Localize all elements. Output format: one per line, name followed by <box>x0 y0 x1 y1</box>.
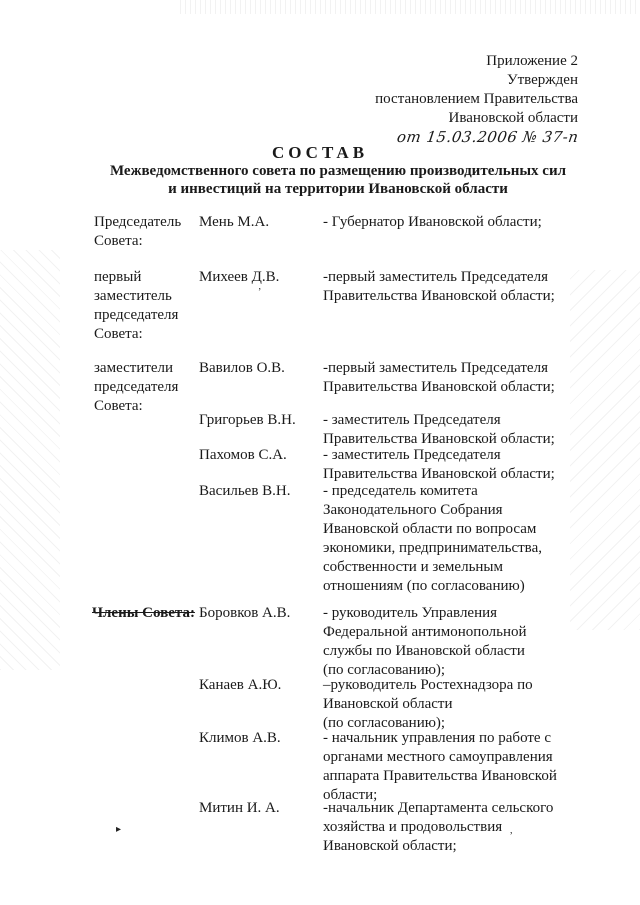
handwritten-date: от 15.03.2006 № 37-п <box>395 128 580 146</box>
member-name: Боровков А.В. <box>199 605 291 621</box>
member-role: заместители председателя Совета: <box>94 360 179 414</box>
member-role: Члены Совета: <box>92 605 195 621</box>
member-description: - председатель комитета Законодательного Собрания Ивановской области по вопросам экономики, предпринимательства, собственности и земельным отношениям (по согласованию) <box>323 483 542 594</box>
scan-mark-icon: ʼ <box>258 287 262 298</box>
member-role: первый заместитель председателя Совета: <box>94 269 179 342</box>
approval-line: Утвержден <box>506 72 578 88</box>
member-description: - заместитель Председателя Правительства Ивановской области; <box>323 412 555 447</box>
member-description: -первый заместитель Председателя Правительства Ивановской области; <box>323 360 555 395</box>
scan-mark-icon: , <box>510 825 513 836</box>
member-description: - Губернатор Ивановской области; <box>323 214 542 230</box>
scan-mark-icon: ▸ <box>116 824 122 835</box>
member-description: –руководитель Ростехнадзора по Ивановской области (по согласованию); <box>323 677 533 731</box>
member-name: Григорьев В.Н. <box>199 412 296 428</box>
subtitle-line: Межведомственного совета по размещению производительных сил <box>109 163 567 179</box>
member-description: - заместитель Председателя Правительства Ивановской области; <box>323 447 555 482</box>
member-name: Михеев Д.В. <box>199 269 280 285</box>
approval-line: постановлением Правительства <box>375 91 578 107</box>
document-subtitle <box>78 162 598 198</box>
approval-line: Ивановской области <box>448 110 578 126</box>
member-name: Митин И. А. <box>199 800 280 816</box>
scan-noise <box>570 270 640 630</box>
member-name: Вавилов О.В. <box>199 360 285 376</box>
subtitle-line: и инвестиций на территории Ивановской области <box>168 181 508 197</box>
scan-noise <box>0 250 60 670</box>
member-role: Председатель Совета: <box>94 214 182 249</box>
member-name: Климов А.В. <box>199 730 281 746</box>
approval-line: Приложение 2 <box>486 53 578 69</box>
member-name: Канаев А.Ю. <box>199 677 282 693</box>
member-description: -начальник Департамента сельского хозяйства и продовольствия Ивановской области; <box>323 800 554 854</box>
member-name: Пахомов С.А. <box>199 447 287 463</box>
member-name: Мень М.А. <box>199 214 270 230</box>
document-title: СОСТАВ <box>271 143 369 162</box>
member-description: - начальник управления по работе с органами местного самоуправления аппарата Правительства Ивановской области; <box>323 730 557 803</box>
member-description: -первый заместитель Председателя Правительства Ивановской области; <box>323 269 555 304</box>
approval-block <box>375 52 578 148</box>
member-description: - руководитель Управления Федеральной антимонопольной службы по Ивановской области (по согласованию); <box>323 605 527 678</box>
scan-noise <box>180 0 640 14</box>
member-name: Васильев В.Н. <box>199 483 291 499</box>
